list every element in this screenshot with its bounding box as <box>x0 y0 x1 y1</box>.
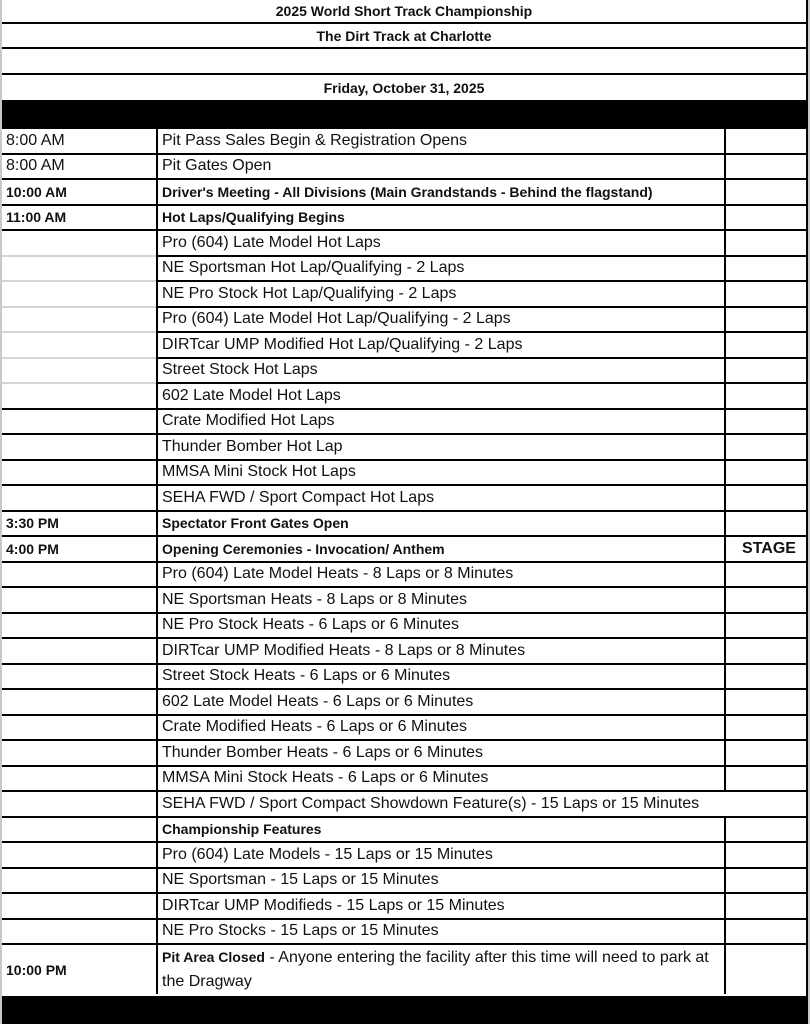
table-row <box>2 842 808 868</box>
time-cell <box>2 587 157 613</box>
table-row <box>2 536 808 562</box>
event-cell: NE Pro Stock Hot Lap/Qualifying - 2 Laps <box>157 281 725 307</box>
event-cell: Pit Gates Open <box>157 154 725 180</box>
time-cell <box>2 460 157 486</box>
time-cell <box>2 638 157 664</box>
location-cell <box>725 689 808 715</box>
time-cell <box>2 613 157 639</box>
time-cell <box>2 358 157 384</box>
location-cell <box>725 613 808 639</box>
location-cell <box>725 332 808 358</box>
location-cell: STAGE <box>725 536 808 562</box>
footer-bar <box>2 996 806 1024</box>
location-cell <box>725 485 808 511</box>
location-cell <box>725 256 808 282</box>
time-cell <box>2 332 157 358</box>
table-row <box>2 460 808 486</box>
table-row <box>2 587 808 613</box>
event-cell: Hot Laps/Qualifying Begins <box>157 205 725 231</box>
location-cell <box>725 179 808 205</box>
event-cell: SEHA FWD / Sport Compact Showdown Feature(s) - 15 Laps or 15 Minutes <box>157 791 725 817</box>
blank-row <box>2 49 806 75</box>
event-cell <box>157 944 725 994</box>
table-row <box>2 154 808 180</box>
event-cell: Pro (604) Late Model Heats - 8 Laps or 8 Minutes <box>157 562 725 588</box>
event-cell: NE Sportsman - 15 Laps or 15 Minutes <box>157 868 725 894</box>
table-row <box>2 230 808 256</box>
time-cell <box>2 664 157 690</box>
location-cell <box>725 307 808 333</box>
schedule-table <box>2 127 808 994</box>
header-divider-bar <box>2 100 806 127</box>
time-cell <box>2 868 157 894</box>
location-cell <box>725 562 808 588</box>
table-row <box>2 664 808 690</box>
table-row <box>2 766 808 792</box>
time-cell: 4:00 PM <box>2 536 157 562</box>
event-cell: MMSA Mini Stock Hot Laps <box>157 460 725 486</box>
location-cell <box>725 460 808 486</box>
time-cell: 10:00 PM <box>2 944 157 994</box>
time-cell <box>2 715 157 741</box>
event-cell: Thunder Bomber Heats - 6 Laps or 6 Minutes <box>157 740 725 766</box>
table-row <box>2 205 808 231</box>
event-title: 2025 World Short Track Championship <box>2 0 806 24</box>
time-cell <box>2 766 157 792</box>
location-cell <box>725 893 808 919</box>
time-cell <box>2 689 157 715</box>
table-row <box>2 562 808 588</box>
event-cell: Thunder Bomber Hot Lap <box>157 434 725 460</box>
table-row <box>2 434 808 460</box>
location-cell <box>725 919 808 945</box>
table-row <box>2 307 808 333</box>
location-cell <box>725 409 808 435</box>
location-cell <box>725 511 808 537</box>
event-lead: Pit Area Closed <box>162 949 265 965</box>
time-cell <box>2 485 157 511</box>
table-row <box>2 281 808 307</box>
event-cell: 602 Late Model Hot Laps <box>157 383 725 409</box>
location-cell <box>725 358 808 384</box>
time-cell <box>2 740 157 766</box>
time-cell <box>2 409 157 435</box>
schedule-sheet <box>2 0 808 1024</box>
time-cell: 11:00 AM <box>2 205 157 231</box>
time-cell <box>2 842 157 868</box>
location-cell <box>725 128 808 154</box>
event-cell: DIRTcar UMP Modifieds - 15 Laps or 15 Minutes <box>157 893 725 919</box>
table-row <box>2 919 808 945</box>
location-cell <box>725 587 808 613</box>
event-cell: Street Stock Hot Laps <box>157 358 725 384</box>
table-row <box>2 817 808 843</box>
time-cell <box>2 919 157 945</box>
event-cell: Pro (604) Late Models - 15 Laps or 15 Minutes <box>157 842 725 868</box>
event-cell: NE Pro Stock Heats - 6 Laps or 6 Minutes <box>157 613 725 639</box>
location-cell <box>725 715 808 741</box>
event-cell: Crate Modified Hot Laps <box>157 409 725 435</box>
table-row <box>2 893 808 919</box>
table-row <box>2 613 808 639</box>
time-cell <box>2 893 157 919</box>
event-cell: 602 Late Model Heats - 6 Laps or 6 Minutes <box>157 689 725 715</box>
location-cell <box>725 944 808 994</box>
location-cell <box>725 868 808 894</box>
location-cell <box>725 230 808 256</box>
location-cell <box>725 383 808 409</box>
event-cell: Championship Features <box>157 817 725 843</box>
table-row <box>2 740 808 766</box>
location-cell <box>725 664 808 690</box>
event-cell: Street Stock Heats - 6 Laps or 6 Minutes <box>157 664 725 690</box>
time-cell: 3:30 PM <box>2 511 157 537</box>
event-cell: Driver's Meeting - All Divisions (Main Grandstands - Behind the flagstand) <box>157 179 725 205</box>
event-cell: Pit Pass Sales Begin & Registration Opens <box>157 128 725 154</box>
location-cell <box>725 791 808 817</box>
event-cell: MMSA Mini Stock Heats - 6 Laps or 6 Minutes <box>157 766 725 792</box>
table-row <box>2 409 808 435</box>
location-cell <box>725 205 808 231</box>
event-cell: DIRTcar UMP Modified Hot Lap/Qualifying - 2 Laps <box>157 332 725 358</box>
location-cell <box>725 154 808 180</box>
event-cell: Pro (604) Late Model Hot Laps <box>157 230 725 256</box>
time-cell: 8:00 AM <box>2 154 157 180</box>
table-row <box>2 944 808 994</box>
table-row <box>2 638 808 664</box>
table-row <box>2 791 808 817</box>
time-cell <box>2 281 157 307</box>
table-row <box>2 332 808 358</box>
time-cell <box>2 817 157 843</box>
time-cell <box>2 383 157 409</box>
location-cell <box>725 638 808 664</box>
event-cell: Crate Modified Heats - 6 Laps or 6 Minutes <box>157 715 725 741</box>
event-date: Friday, October 31, 2025 <box>323 79 485 96</box>
event-cell: Opening Ceremonies - Invocation/ Anthem <box>157 536 725 562</box>
time-cell <box>2 307 157 333</box>
event-cell: NE Sportsman Hot Lap/Qualifying - 2 Laps <box>157 256 725 282</box>
time-cell <box>2 562 157 588</box>
location-cell <box>725 434 808 460</box>
event-cell: Pro (604) Late Model Hot Lap/Qualifying - 2 Laps <box>157 307 725 333</box>
event-cell: SEHA FWD / Sport Compact Hot Laps <box>157 485 725 511</box>
table-row <box>2 485 808 511</box>
event-detail: - Anyone entering the facility after this time will need to park at the Dragway <box>162 949 709 990</box>
location-cell <box>725 740 808 766</box>
location-cell <box>725 817 808 843</box>
table-row <box>2 383 808 409</box>
table-row <box>2 358 808 384</box>
time-cell <box>2 791 157 817</box>
time-cell <box>2 434 157 460</box>
event-cell: DIRTcar UMP Modified Heats - 8 Laps or 8 Minutes <box>157 638 725 664</box>
location-cell <box>725 281 808 307</box>
event-cell: Spectator Front Gates Open <box>157 511 725 537</box>
event-cell: NE Sportsman Heats - 8 Laps or 8 Minutes <box>157 587 725 613</box>
table-row <box>2 256 808 282</box>
location-cell <box>725 842 808 868</box>
table-row <box>2 511 808 537</box>
time-cell <box>2 256 157 282</box>
time-cell: 10:00 AM <box>2 179 157 205</box>
table-row <box>2 715 808 741</box>
table-row <box>2 689 808 715</box>
table-row <box>2 179 808 205</box>
time-cell <box>2 230 157 256</box>
venue-name: The Dirt Track at Charlotte <box>2 24 806 49</box>
table-row <box>2 128 808 154</box>
table-row <box>2 868 808 894</box>
time-cell: 8:00 AM <box>2 128 157 154</box>
location-cell <box>725 766 808 792</box>
event-cell: NE Pro Stocks - 15 Laps or 15 Minutes <box>157 919 725 945</box>
